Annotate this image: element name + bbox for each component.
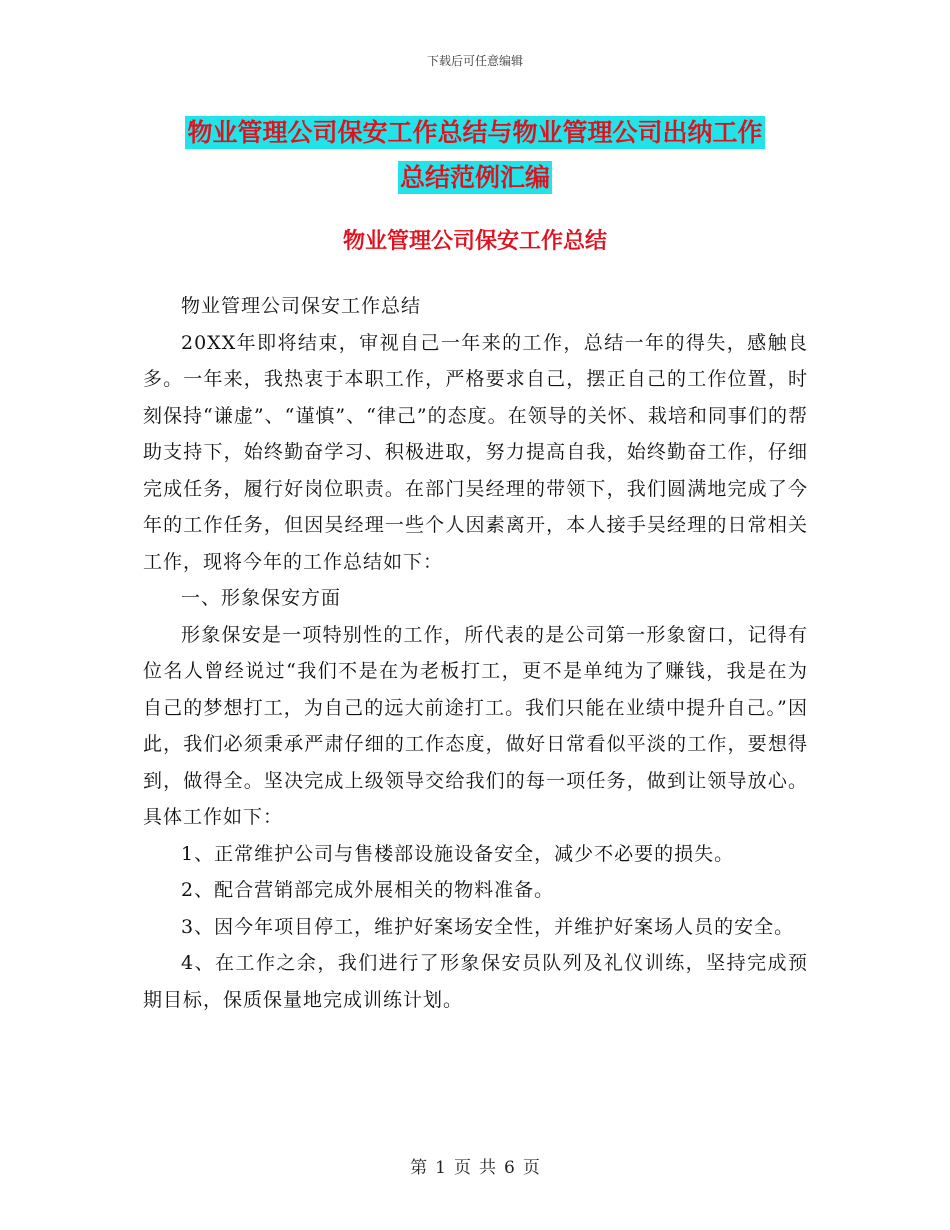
footer-total-label: 共: [479, 1158, 496, 1178]
footer-label-post: 页: [522, 1158, 540, 1178]
paragraph-heading-1: 一、形象保安方面: [181, 587, 342, 609]
document-title: [140, 110, 810, 200]
footer-label-mid: 页: [454, 1158, 471, 1178]
footer-label-pre: 第: [410, 1158, 428, 1178]
document-title-line-1: 物业管理公司保安工作总结与物业管理公司出纳工作: [187, 118, 763, 147]
list-item-1: 1、正常维护公司与售楼部设施设备安全，减少不必要的损失。: [181, 842, 735, 865]
document-body: [143, 288, 808, 1018]
list-item-3: 3、因今年项目停工，维护好案场安全性，并维护好案场人员的安全。: [181, 915, 795, 938]
section-title: 物业管理公司保安工作总结: [342, 229, 607, 254]
header-note: 下载后可任意编辑: [426, 54, 523, 68]
paragraph-intro: 20XX年即将结束，审视自己一年来的工作，总结一年的得失，感触良多。一年来，我热衷于本职工作，严格要求自己，摆正自己的工作位置，时刻保持“谦虚”、“谨慎”、“律己”的态度。在领导的关怀、栽培和同事们的帮助支持下，始终勤奋学习、积极进取，努力提高自我，始终勤奋工作，仔细完成任务，履行好岗位职责。在部门吴经理的带领下，我们圆满地完成了今年的工作任务，但因吴经理一些个人因素离开，本人接手吴经理的日常相关工作，现将今年的工作总结如下：: [143, 331, 808, 573]
page-number-current: 1: [435, 1158, 446, 1178]
document-title-line-2: 总结范例汇编: [399, 163, 550, 192]
paragraph-subtitle: 物业管理公司保安工作总结: [181, 295, 422, 317]
page-number-total: 6: [504, 1158, 515, 1178]
list-item-4: 4、在工作之余，我们进行了形象保安员队列及礼仪训练，坚持完成预期目标，保质保量地完成训练计划。: [143, 952, 808, 1011]
list-item-2: 2、配合营销部完成外展相关的物料准备。: [181, 879, 555, 901]
page-footer: [0, 1153, 950, 1178]
paragraph-image-security: 形象保安是一项特别性的工作，所代表的是公司第一形象窗口，记得有位名人曾经说过“我们不是在为老板打工，更不是单纯为了赚钱，我是在为自己的梦想打工，为自己的远大前途打工。我们只能在业绩中提升自己。”因此，我们必须秉承严肃仔细的工作态度，做好日常看似平淡的工作，要想得到，做得全。坚决完成上级领导交给我们的每一项任务，做到让领导放心。具体工作如下：: [143, 623, 808, 828]
